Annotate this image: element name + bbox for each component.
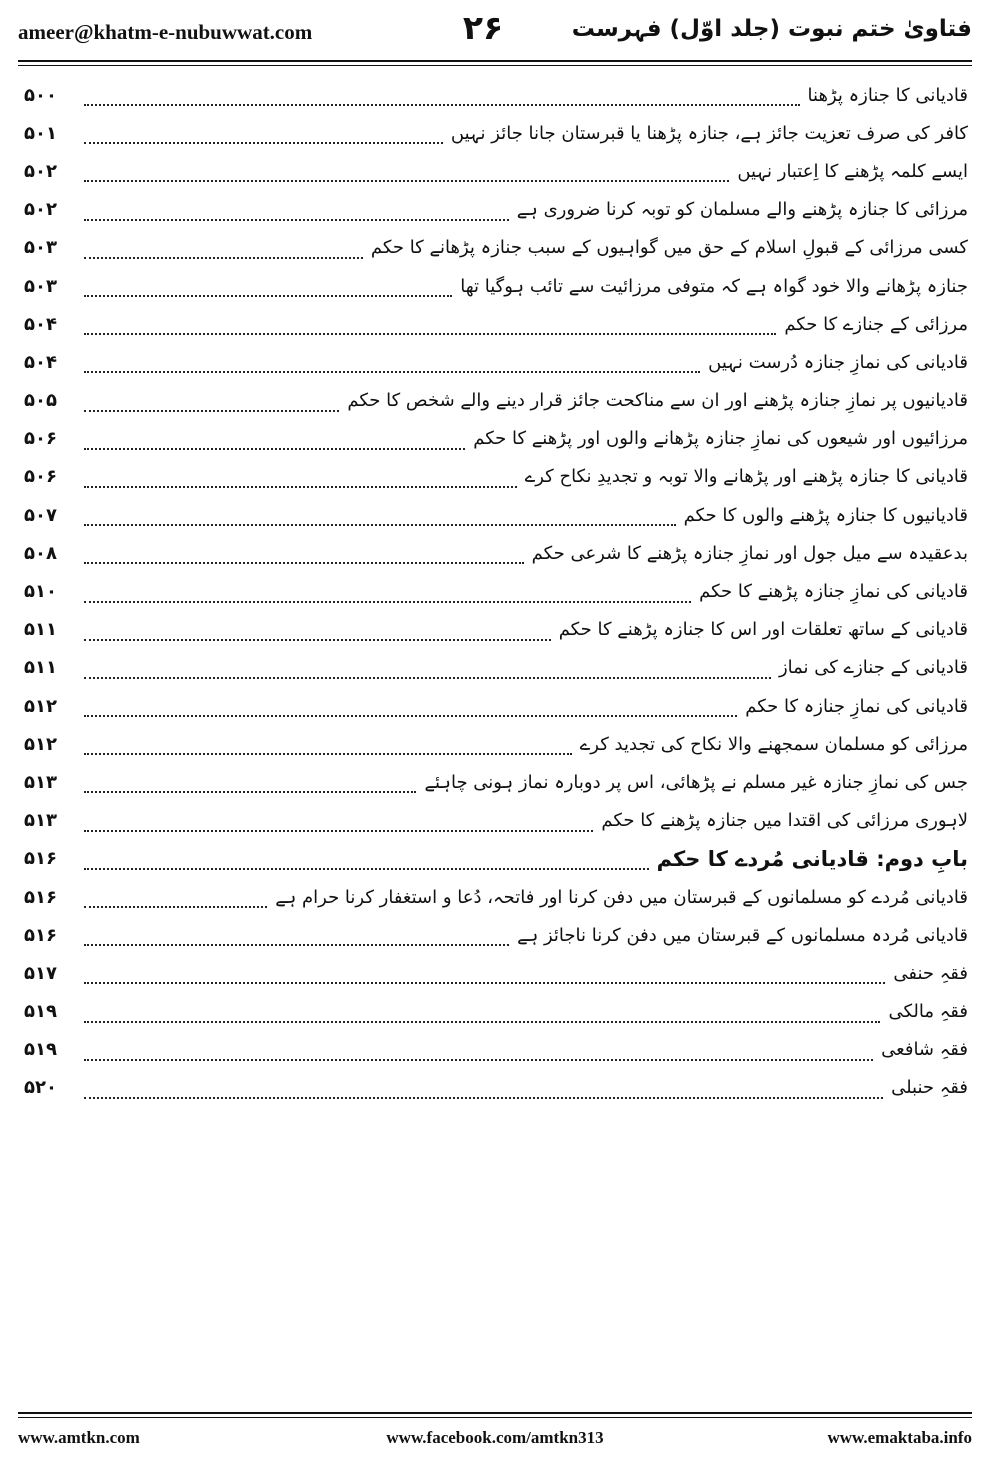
toc-entry — [24, 878, 968, 916]
dot-leader — [84, 657, 771, 679]
dot-leader — [84, 962, 885, 984]
footer-rule-thin — [18, 1417, 972, 1418]
dot-leader — [84, 428, 465, 450]
toc-entry — [24, 534, 968, 572]
toc-entry-page-number: ۵۰۳ — [24, 237, 57, 259]
toc-entry-page-number: ۵۱۷ — [24, 962, 57, 984]
toc-entry-page-number: ۵۱۶ — [24, 924, 57, 946]
dot-leader — [84, 542, 524, 564]
page-footer — [18, 1428, 972, 1452]
dot-leader — [84, 313, 776, 335]
header-rule — [18, 60, 972, 62]
toc-entry — [24, 916, 968, 954]
toc-entry-page-number: ۵۰۸ — [24, 542, 57, 564]
toc-entry-page-number: ۵۰۶ — [24, 466, 57, 488]
toc-entry-title: قادیانی مُردے کو مسلمانوں کے قبرستان میں دفن کرنا اور فاتحہ، دُعا و استغفار کرنا حرام ہے — [275, 886, 968, 908]
toc-entry — [24, 458, 968, 496]
toc-entry — [24, 76, 968, 114]
dot-leader — [84, 810, 593, 832]
toc-entry-page-number: ۵۱۶ — [24, 886, 57, 908]
toc-entry — [24, 305, 968, 343]
toc-entry-page-number: ۵۰۶ — [24, 428, 57, 450]
toc-entry-title: مرزائی کے جنازے کا حکم — [784, 313, 968, 335]
footer-rule — [18, 1412, 972, 1414]
toc-entry-page-number: ۵۱۰ — [24, 581, 57, 603]
toc-entry-page-number: ۵۱۱ — [24, 657, 57, 679]
toc-entry — [24, 725, 968, 763]
toc-entry-page-number: ۵۱۲ — [24, 733, 57, 755]
toc-entry-page-number: ۵۰۷ — [24, 504, 57, 526]
footer-link-facebook[interactable]: www.facebook.com/amtkn313 — [386, 1428, 604, 1447]
toc-entry — [24, 229, 968, 267]
toc-entry-title: قادیانی مُردہ مسلمانوں کے قبرستان میں دفن کرنا ناجائز ہے — [517, 924, 968, 946]
dot-leader — [84, 275, 452, 297]
toc-entry-title: بابِ دوم: قادیانی مُردے کا حکم — [656, 846, 968, 871]
toc-entry-page-number: ۵۰۲ — [24, 199, 57, 221]
toc-entry-title: قادیانی کی نمازِ جنازہ دُرست نہیں — [708, 351, 968, 373]
toc-entry — [24, 1031, 968, 1069]
toc-entry-page-number: ۵۱۳ — [24, 771, 57, 793]
toc-entry-page-number: ۵۲۰ — [24, 1077, 57, 1099]
dot-leader — [84, 771, 416, 793]
dot-leader — [84, 1039, 873, 1061]
toc-entry — [24, 993, 968, 1031]
dot-leader — [84, 1001, 880, 1023]
toc-entry-page-number: ۵۰۰ — [24, 84, 57, 106]
toc-entry — [24, 152, 968, 190]
toc-entry — [24, 954, 968, 992]
toc-entry-title: کسی مرزائی کے قبولِ اسلام کے حق میں گواہیوں کے سبب جنازہ پڑھانے کا حکم — [370, 237, 968, 259]
page-number: ۲۶ — [462, 8, 504, 47]
toc-entry-title: لاہوری مرزائی کی اقتدا میں جنازہ پڑھنے کا حکم — [601, 810, 968, 832]
toc-entry-title: قادیانیوں کا جنازہ پڑھنے والوں کا حکم — [683, 504, 968, 526]
book-title: فتاویٰ ختم نبوت (جلد اوّل) فہرست — [571, 16, 972, 42]
dot-leader — [84, 848, 649, 870]
toc-entry-title: فقہِ حنبلی — [891, 1077, 968, 1099]
toc-entry-page-number: ۵۰۴ — [24, 313, 57, 335]
dot-leader — [84, 504, 676, 526]
dot-leader — [84, 886, 267, 908]
dot-leader — [84, 199, 509, 221]
toc-entry — [24, 267, 968, 305]
dot-leader — [84, 351, 700, 373]
header-rule-thin — [18, 65, 972, 66]
header-email: ameer@khatm-e-nubuwwat.com — [18, 20, 313, 44]
dot-leader — [84, 619, 551, 641]
toc-entry-page-number: ۵۰۱ — [24, 122, 57, 144]
toc-entry-page-number: ۵۰۵ — [24, 390, 57, 412]
toc-entry-title: قادیانیوں پر نمازِ جنازہ پڑھنے اور ان سے مناکحت جائز قرار دینے والے شخص کا حکم — [347, 390, 968, 412]
toc-entry — [24, 1069, 968, 1107]
dot-leader — [84, 733, 572, 755]
toc-entry — [24, 343, 968, 381]
toc-entry — [24, 611, 968, 649]
dot-leader — [84, 1077, 883, 1099]
toc-entry-title: مرزائی کو مسلمان سمجھنے والا نکاح کی تجدید کرے — [579, 733, 968, 755]
toc-entry-page-number: ۵۰۲ — [24, 160, 57, 182]
toc-entry-title: ایسے کلمہ پڑھنے کا اِعتبار نہیں — [737, 160, 968, 182]
toc-entry-page-number: ۵۱۲ — [24, 695, 57, 717]
toc-entry — [24, 420, 968, 458]
dot-leader — [84, 924, 509, 946]
toc-entry-title: فقہِ شافعی — [881, 1039, 968, 1061]
toc-entry-title: مرزائیوں اور شیعوں کی نمازِ جنازہ پڑھانے والوں اور پڑھنے کا حکم — [473, 428, 968, 450]
dot-leader — [84, 695, 737, 717]
toc-entry-title: فقہِ مالکی — [888, 1001, 968, 1023]
page-header — [18, 10, 972, 56]
toc-entry — [24, 191, 968, 229]
toc-entry — [24, 572, 968, 610]
footer-link-amtkn[interactable]: www.amtkn.com — [18, 1428, 140, 1447]
toc-entry-title: قادیانی کے ساتھ تعلقات اور اس کا جنازہ پڑھنے کا حکم — [558, 619, 968, 641]
toc-entry — [24, 649, 968, 687]
toc-entry-title: قادیانی کا جنازہ پڑھنے اور پڑھانے والا توبہ و تجدیدِ نکاح کرے — [524, 466, 968, 488]
dot-leader — [84, 466, 517, 488]
toc-entry-page-number: ۵۰۴ — [24, 351, 57, 373]
dot-leader — [84, 84, 800, 106]
dot-leader — [84, 160, 729, 182]
toc-entry-page-number: ۵۱۹ — [24, 1001, 57, 1023]
toc-entry-title: جنازہ پڑھانے والا خود گواہ ہے کہ متوفی مرزائیت سے تائب ہوگیا تھا — [460, 275, 968, 297]
footer-link-emaktaba[interactable]: www.emaktaba.info — [827, 1428, 972, 1447]
toc-entry-title: قادیانی کا جنازہ پڑھنا — [807, 84, 968, 106]
toc-entry — [24, 496, 968, 534]
dot-leader — [84, 237, 363, 259]
dot-leader — [84, 581, 691, 603]
toc-entry-title: قادیانی کی نمازِ جنازہ کا حکم — [745, 695, 968, 717]
toc-entry-title: جس کی نمازِ جنازہ غیر مسلم نے پڑھائی، اس پر دوبارہ نماز ہونی چاہئے — [424, 771, 968, 793]
toc-entry-page-number: ۵۱۶ — [24, 848, 57, 870]
toc-entry — [24, 763, 968, 801]
toc-entry-page-number: ۵۱۹ — [24, 1039, 57, 1061]
toc-entry — [24, 687, 968, 725]
dot-leader — [84, 122, 443, 144]
toc-entry — [24, 802, 968, 840]
table-of-contents — [24, 76, 968, 1107]
toc-entry-title: مرزائی کا جنازہ پڑھنے والے مسلمان کو توبہ کرنا ضروری ہے — [516, 199, 968, 221]
toc-entry-title: قادیانی کی نمازِ جنازہ پڑھنے کا حکم — [699, 581, 968, 603]
toc-entry — [24, 114, 968, 152]
toc-entry-title: فقہِ حنفی — [893, 962, 968, 984]
toc-entry — [24, 382, 968, 420]
toc-entry-page-number: ۵۰۳ — [24, 275, 57, 297]
toc-chapter-heading — [24, 840, 968, 878]
toc-entry-title: بدعقیدہ سے میل جول اور نمازِ جنازہ پڑھنے کا شرعی حکم — [531, 542, 968, 564]
toc-entry-title: کافر کی صرف تعزیت جائز ہے، جنازہ پڑھنا یا قبرستان جانا جائز نہیں — [450, 122, 968, 144]
dot-leader — [84, 390, 339, 412]
toc-entry-page-number: ۵۱۱ — [24, 619, 57, 641]
toc-entry-title: قادیانی کے جنازے کی نماز — [778, 657, 968, 679]
toc-entry-page-number: ۵۱۳ — [24, 810, 57, 832]
